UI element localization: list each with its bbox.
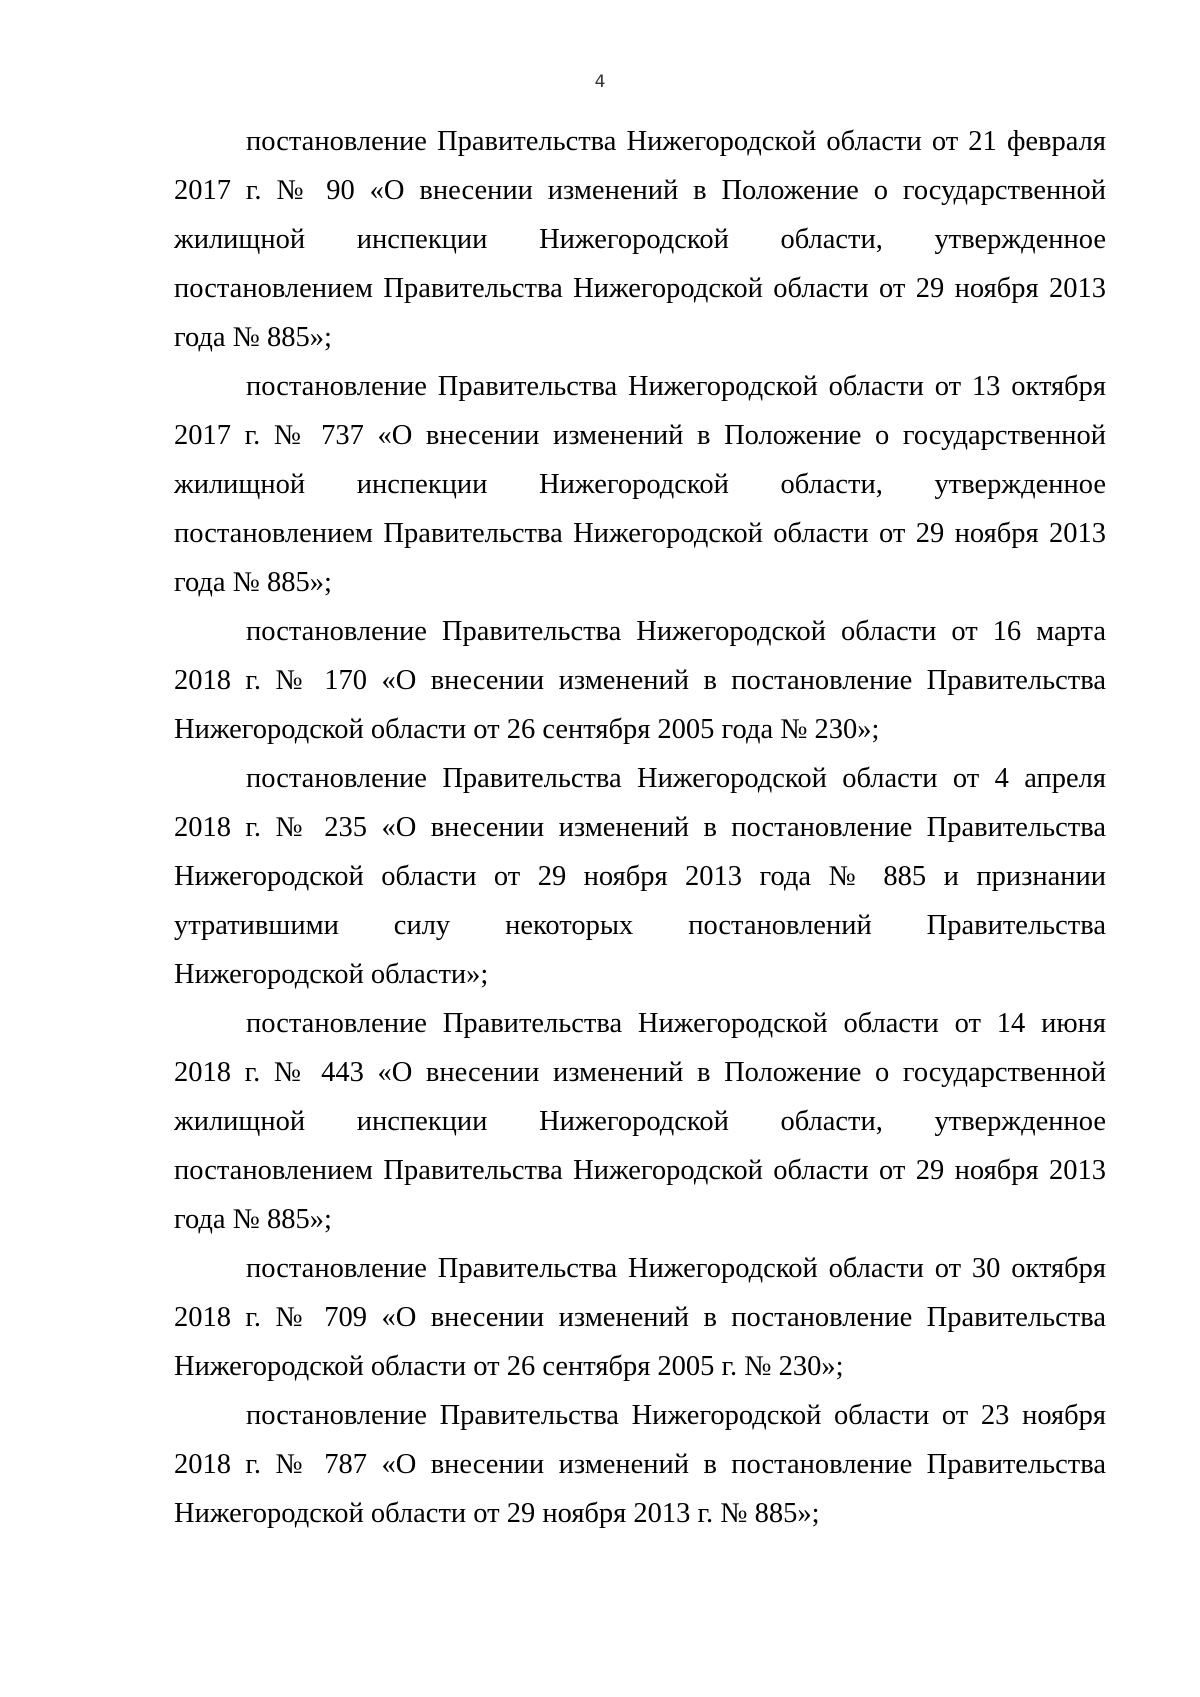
paragraph-5: постановление Правительства Нижегородской области от 14 июня 2018 г. № 443 «О внесении изменений в Положение о государственной жилищной инспекции Нижегородской области, утвержденное постановлением Правительства Нижегородской области от 29 ноября 2013 года № 885»;	[174, 1008, 1106, 1235]
paragraph-6: постановление Правительства Нижегородской области от 30 октября 2018 г. № 709 «О внесении изменений в постановление Правительства Нижегородской области от 26 сентября 2005 г. № 230»;	[174, 1253, 1106, 1382]
paragraph-3: постановление Правительства Нижегородской области от 16 марта 2018 г. № 170 «О внесении изменений в постановление Правительства Нижегородской области от 26 сентября 2005 года № 230»;	[174, 616, 1106, 745]
paragraph-7: постановление Правительства Нижегородской области от 23 ноября 2018 г. № 787 «О внесении изменений в постановление Правительства Нижегородской области от 29 ноября 2013 г. № 885»;	[174, 1400, 1106, 1529]
page-number: 4	[594, 72, 606, 92]
paragraph-2: постановление Правительства Нижегородской области от 13 октября 2017 г. № 737 «О внесении изменений в Положение о государственной жилищной инспекции Нижегородской области, утвержденное постановлением Правительства Нижегородской области от 29 ноября 2013 года № 885»;	[174, 371, 1106, 598]
document-body	[174, 117, 1106, 1538]
paragraph-4: постановление Правительства Нижегородской области от 4 апреля 2018 г. № 235 «О внесении изменений в постановление Правительства Нижегородской области от 29 ноября 2013 года № 885 и признании утратившими силу некоторых постановлений Правительства Нижегородской области»;	[174, 763, 1106, 990]
paragraph-1: постановление Правительства Нижегородской области от 21 февраля 2017 г. № 90 «О внесении изменений в Положение о государственной жилищной инспекции Нижегородской области, утвержденное постановлением Правительства Нижегородской области от 29 ноября 2013 года № 885»;	[174, 126, 1106, 353]
